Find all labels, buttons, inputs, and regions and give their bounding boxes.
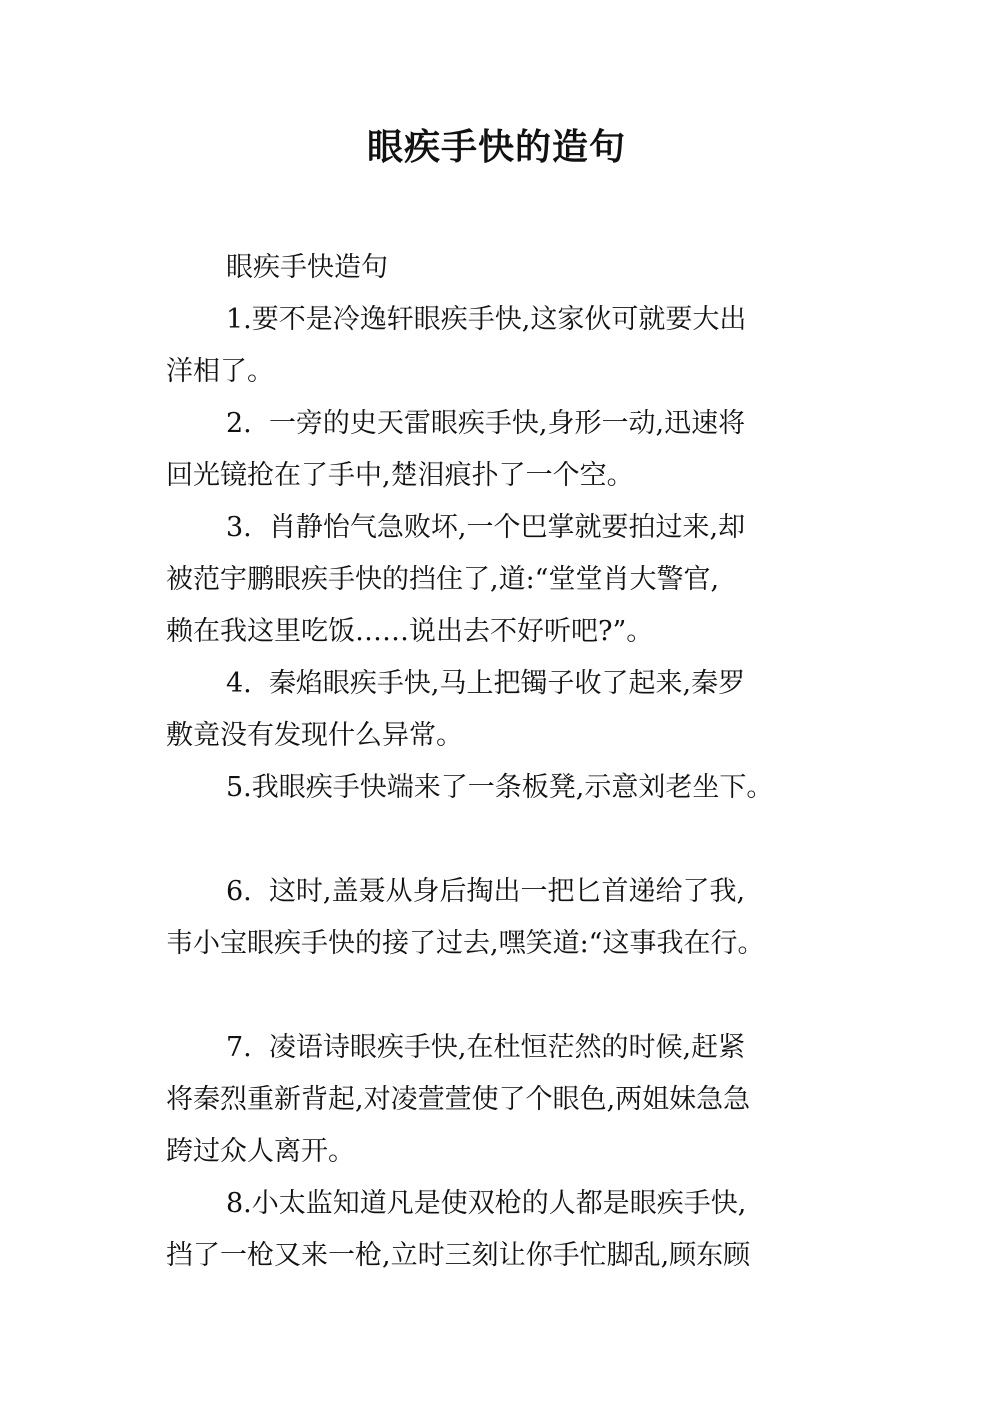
item-text-line: 一旁的史天雷眼疾手快,身形一动,迅速将 [268, 408, 746, 439]
item-number: 1. [226, 304, 252, 335]
item-number: 5. [226, 772, 252, 803]
item-number: 6. [226, 876, 252, 907]
item-number: 3. [226, 512, 252, 543]
list-item [166, 866, 856, 970]
item-text-line: 韦小宝眼疾手快的接了过去,嘿笑道:“这事我在行。 [166, 928, 765, 959]
list-item [166, 658, 856, 762]
item-number: 4. [226, 668, 252, 699]
item-text-line: 我眼疾手快端来了一条板凳,示意刘老坐下。 [251, 772, 774, 803]
item-text-line: 这时,盖聂从身后掏出一把匕首递给了我, [268, 876, 746, 907]
item-text-line: 赖在我这里吃饭……说出去不好听吧?”。 [166, 616, 654, 647]
item-text-line: 肖静怡气急败坏,一个巴掌就要拍过来,却 [268, 512, 746, 543]
list-item [166, 398, 856, 502]
item-text-line: 洋相了。 [166, 356, 274, 387]
paragraph-gap [166, 970, 856, 1022]
item-number: 2. [226, 408, 252, 439]
item-text-line: 要不是冷逸轩眼疾手快,这家伙可就要大出 [251, 304, 747, 335]
item-text-line: 被范宇鹏眼疾手快的挡住了,道:“堂堂肖大警官, [166, 564, 720, 595]
list-item [166, 1022, 856, 1178]
item-text-line: 跨过众人离开。 [166, 1136, 355, 1167]
list-item [166, 762, 856, 814]
item-number: 7. [226, 1032, 252, 1063]
item-text-line: 将秦烈重新背起,对凌萱萱使了个眼色,两姐妹急急 [166, 1084, 751, 1115]
list-item [166, 1178, 856, 1282]
item-text-line: 秦焰眼疾手快,马上把镯子收了起来,秦罗 [268, 668, 746, 699]
document-body [166, 242, 856, 1282]
item-text-line: 敷竟没有发现什么异常。 [166, 720, 463, 751]
item-text-line: 回光镜抢在了手中,楚泪痕扑了一个空。 [166, 460, 634, 491]
list-item [166, 294, 856, 398]
section-heading: 眼疾手快造句 [226, 252, 388, 283]
document-title: 眼疾手快的造句 [366, 127, 626, 168]
item-text-line: 凌语诗眼疾手快,在杜恒茫然的时候,赶紧 [268, 1032, 746, 1063]
list-item [166, 502, 856, 658]
item-text-line: 挡了一枪又来一枪,立时三刻让你手忙脚乱,顾东顾 [166, 1240, 751, 1271]
item-number: 8. [226, 1188, 252, 1219]
item-text-line: 小太监知道凡是使双枪的人都是眼疾手快, [251, 1188, 747, 1219]
paragraph-gap [166, 814, 856, 866]
